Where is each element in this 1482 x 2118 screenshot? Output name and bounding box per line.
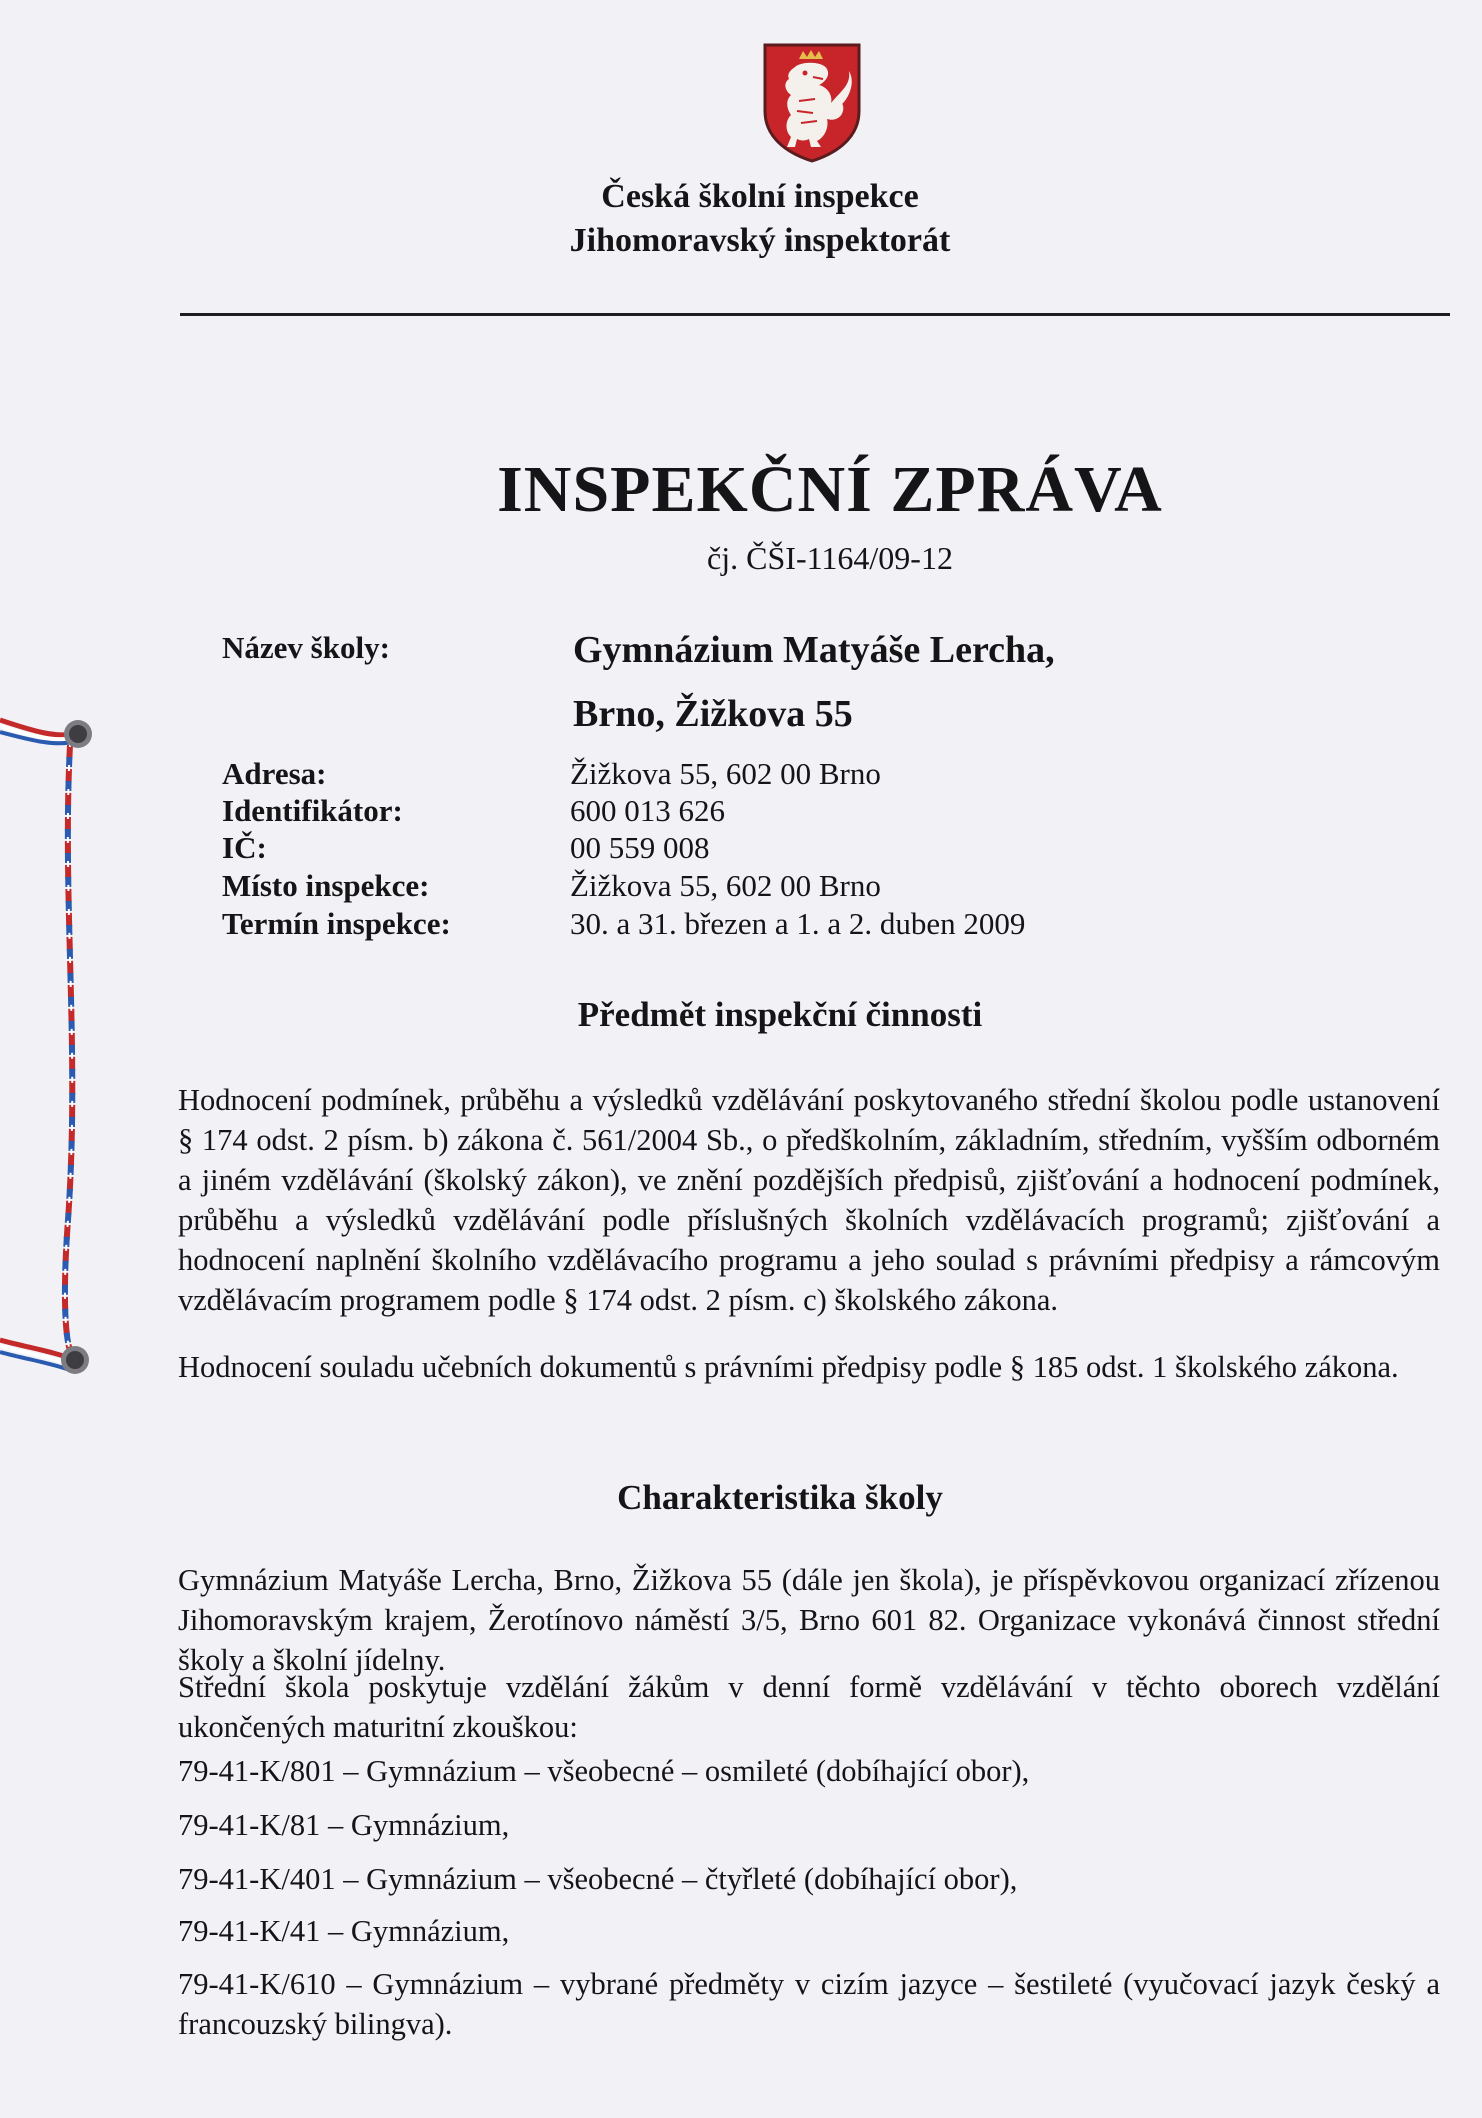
program-item: 79-41-K/401 – Gymnázium – všeobecné – čtyřleté (dobíhající obor), — [178, 1862, 1018, 1896]
ic-label: IČ: — [222, 830, 267, 865]
reference-number: čj. ČŠI-1164/09-12 — [707, 540, 953, 576]
characteristics-paragraph-1: Gymnázium Matyáše Lercha, Brno, Žižkova 55 (dále jen škola), je příspěvkovou organizací zřízenou Jihomoravským krajem, Žerotínovo náměstí 3/5, Brno 601 82. Organizace vykonává činnost střední školy a školní jídelny. — [178, 1563, 1440, 1677]
characteristics-paragraph-2: Střední škola poskytuje vzdělání žákům v denní formě vzdělávání v těchto oborech vzdělání ukončených maturitní zkouškou: — [178, 1670, 1440, 1744]
inspection-place-label: Místo inspekce: — [222, 868, 430, 903]
school-name-line2: Brno, Žižkova 55 — [573, 693, 853, 735]
ic-value: 00 559 008 — [570, 830, 710, 865]
subject-paragraph-1: Hodnocení podmínek, průběhu a výsledků vzdělávání poskytovaného střední školou podle ustanovení § 174 odst. 2 písm. b) zákona č. 561/2004 Sb., o předškolním, základním, středním, vyšším odborném a jiném vzdělávání (školský zákon), ve znění pozdějších předpisů, zjišťování a hodnocení podmínek, průběhu a výsledků vzdělávání podle příslušných školních vzdělávacích programů; zjišťování a hodnocení naplnění školního vzdělávacího programu a jeho soulad s právními předpisy a rámcovým vzdělávacím programem podle § 174 odst. 2 písm. c) školského zákona. — [178, 1083, 1440, 1317]
program-item: 79-41-K/41 – Gymnázium, — [178, 1914, 510, 1948]
document-title: INSPEKČNÍ ZPRÁVA — [497, 453, 1163, 526]
header-divider — [180, 313, 1450, 316]
inspectorate-name: Česká školní inspekce — [601, 178, 919, 215]
program-item: 79-41-K/81 – Gymnázium, — [178, 1808, 510, 1842]
czech-lion-emblem-icon — [761, 41, 863, 163]
identifier-value: 600 013 626 — [570, 793, 725, 828]
program-item: 79-41-K/801 – Gymnázium – všeobecné – osmileté (dobíhající obor), — [178, 1754, 1030, 1788]
inspection-date-label: Termín inspekce: — [222, 906, 451, 941]
address-label: Adresa: — [222, 756, 327, 791]
inspection-place-value: Žižkova 55, 602 00 Brno — [570, 868, 881, 903]
inspectorate-region: Jihomoravský inspektorát — [569, 222, 951, 259]
address-value: Žižkova 55, 602 00 Brno — [570, 756, 881, 791]
school-name-label: Název školy: — [222, 630, 390, 665]
subject-heading: Předmět inspekční činnosti — [577, 995, 983, 1034]
characteristics-heading: Charakteristika školy — [617, 1478, 943, 1517]
program-item: 79-41-K/610 – Gymnázium – vybrané předměty v cizím jazyce – šestileté (vyučovací jazyk český a francouzský bilingva). — [178, 1967, 1440, 2041]
binding-string — [0, 700, 110, 1380]
subject-paragraph-2: Hodnocení souladu učebních dokumentů s právními předpisy podle § 185 odst. 1 školského zákona. — [178, 1350, 1399, 1384]
identifier-label: Identifikátor: — [222, 793, 403, 828]
school-name-line1: Gymnázium Matyáše Lercha, — [573, 629, 1055, 671]
inspection-date-value: 30. a 31. březen a 1. a 2. duben 2009 — [570, 906, 1026, 941]
